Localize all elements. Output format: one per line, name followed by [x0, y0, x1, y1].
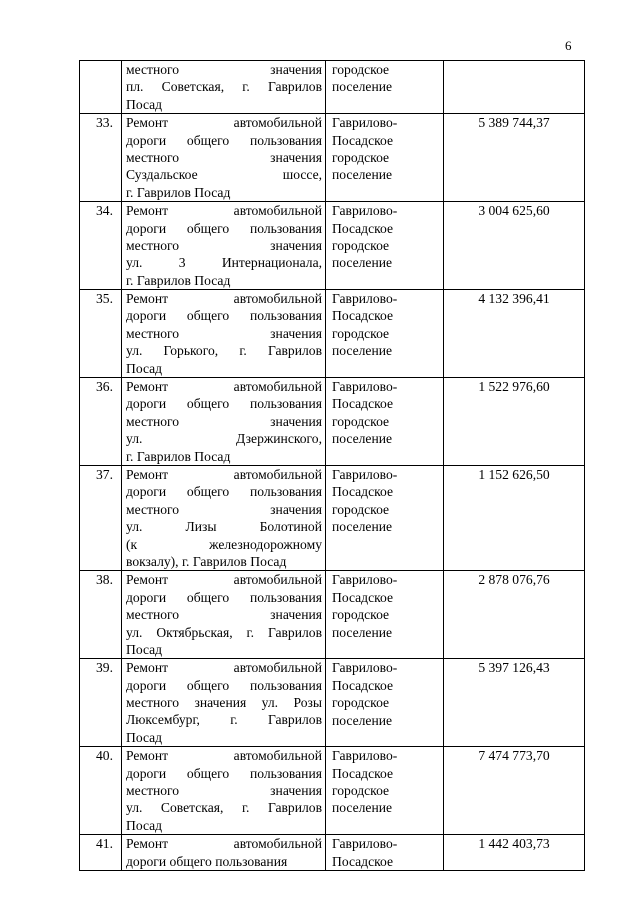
amount: 1 152 626,50 — [444, 465, 585, 570]
object-name-line: ул. Советская, г. Гаврилов — [126, 800, 322, 816]
object-name-line: Ремонт автомобильной — [126, 660, 322, 676]
amount: 3 004 625,60 — [444, 202, 585, 290]
municipality-line: поселение — [332, 343, 393, 359]
municipality-line: городское — [332, 695, 390, 711]
object-name — [122, 378, 326, 466]
table-row — [80, 114, 585, 202]
object-name-line: ул. Лизы Болотиной — [126, 519, 322, 535]
object-name-line: дороги общего пользования — [126, 853, 288, 869]
object-name-line: пл. Советская, г. Гаврилов — [126, 79, 322, 95]
table-row — [80, 659, 585, 747]
object-name-line: Посад — [126, 360, 163, 376]
object-name-line: местного значения ул. Розы — [126, 695, 322, 711]
object-name — [122, 114, 326, 202]
object-name-line: местного значения — [126, 237, 322, 253]
object-name-line: местного значения — [126, 325, 322, 341]
object-name-line: Посад — [126, 729, 163, 745]
amount: 4 132 396,41 — [444, 290, 585, 378]
municipality-line: городское — [332, 783, 390, 799]
municipality-line: Посадское — [332, 765, 394, 781]
row-number: 41. — [80, 835, 122, 871]
table-row — [80, 378, 585, 466]
municipality-line: Посадское — [332, 220, 394, 236]
object-name — [122, 202, 326, 290]
object-name-line: дороги общего пользования — [126, 396, 322, 412]
object-name-line: ул. Дзержинского, — [126, 431, 322, 447]
municipality — [326, 61, 444, 114]
municipality-line: городское — [332, 149, 390, 165]
municipality-line: Гаврилово- — [332, 748, 398, 764]
object-name-line: ул. Октябрьская, г. Гаврилов — [126, 624, 322, 640]
object-name-line: местного значения — [126, 783, 322, 799]
municipality-line: Гаврилово- — [332, 836, 398, 852]
object-name-line: Ремонт автомобильной — [126, 572, 322, 588]
object-name — [122, 659, 326, 747]
amount — [444, 61, 585, 114]
object-name-line: дороги общего пользования — [126, 765, 322, 781]
municipality — [326, 747, 444, 835]
amount: 5 389 744,37 — [444, 114, 585, 202]
object-name — [122, 465, 326, 570]
municipality — [326, 378, 444, 466]
object-name-line: Люксембург, г. Гаврилов — [126, 712, 322, 728]
object-name-line: местного значения — [126, 501, 322, 517]
municipality-line: городское — [332, 413, 390, 429]
object-name — [122, 290, 326, 378]
row-number: 39. — [80, 659, 122, 747]
object-name-line: (к железнодорожному — [126, 536, 322, 552]
amount: 7 474 773,70 — [444, 747, 585, 835]
road-repair-table — [79, 60, 585, 871]
municipality — [326, 835, 444, 871]
object-name-line: г. Гаврилов Посад — [126, 184, 231, 200]
object-name-line: местного значения — [126, 62, 322, 77]
object-name — [122, 571, 326, 659]
amount: 1 522 976,60 — [444, 378, 585, 466]
municipality — [326, 114, 444, 202]
municipality-line: поселение — [332, 255, 393, 271]
amount: 2 878 076,76 — [444, 571, 585, 659]
municipality-line: Посадское — [332, 308, 394, 324]
municipality-line: поселение — [332, 79, 393, 95]
object-name-line: Ремонт автомобильной — [126, 836, 322, 852]
municipality — [326, 202, 444, 290]
municipality-line: поселение — [332, 431, 393, 447]
municipality-line: Гаврилово- — [332, 203, 398, 219]
municipality-line: городское — [332, 501, 390, 517]
municipality-line: Гаврилово- — [332, 379, 398, 395]
municipality-line: городское — [332, 325, 390, 341]
municipality-line: Посадское — [332, 589, 394, 605]
municipality-line: Гаврилово- — [332, 115, 398, 131]
object-name-line: Посад — [126, 641, 163, 657]
municipality — [326, 290, 444, 378]
object-name-line: дороги общего пользования — [126, 132, 322, 148]
municipality — [326, 659, 444, 747]
municipality-line: поселение — [332, 167, 393, 183]
object-name-line: Ремонт автомобильной — [126, 291, 322, 307]
municipality-line: поселение — [332, 712, 393, 728]
object-name-line: Посад — [126, 96, 163, 112]
row-number: 36. — [80, 378, 122, 466]
object-name-line: дороги общего пользования — [126, 677, 322, 693]
object-name-line: местного значения — [126, 607, 322, 623]
row-number: 34. — [80, 202, 122, 290]
object-name-line: дороги общего пользования — [126, 589, 322, 605]
municipality-line: Гаврилово- — [332, 572, 398, 588]
object-name-line: Ремонт автомобильной — [126, 115, 322, 131]
page-number: 6 — [565, 38, 572, 53]
amount: 5 397 126,43 — [444, 659, 585, 747]
object-name-line: дороги общего пользования — [126, 308, 322, 324]
amount: 1 442 403,73 — [444, 835, 585, 871]
row-number: 37. — [80, 465, 122, 570]
table-row — [80, 465, 585, 570]
object-name-line: г. Гаврилов Посад — [126, 272, 231, 288]
municipality-line: Гаврилово- — [332, 291, 398, 307]
row-number: 33. — [80, 114, 122, 202]
object-name-line: Ремонт автомобильной — [126, 379, 322, 395]
object-name-line: Посад — [126, 817, 163, 833]
object-name-line: дороги общего пользования — [126, 220, 322, 236]
table-body — [80, 61, 585, 871]
municipality-line: Посадское — [332, 853, 394, 869]
object-name-line: ул. 3 Интернационала, — [126, 255, 322, 271]
municipality-line: Гаврилово- — [332, 660, 398, 676]
municipality-line: городское — [332, 62, 390, 77]
table-row — [80, 571, 585, 659]
object-name-line: Ремонт автомобильной — [126, 748, 322, 764]
row-number: 35. — [80, 290, 122, 378]
row-number: 40. — [80, 747, 122, 835]
municipality-line: Посадское — [332, 132, 394, 148]
object-name-line: г. Гаврилов Посад — [126, 448, 231, 464]
municipality-line: Гаврилово- — [332, 466, 398, 482]
object-name-line: Ремонт автомобильной — [126, 466, 322, 482]
object-name — [122, 835, 326, 871]
object-name-line: Суздальское шоссе, — [126, 167, 322, 183]
municipality-line: городское — [332, 237, 390, 253]
table-row — [80, 835, 585, 871]
table-row — [80, 290, 585, 378]
object-name-line: Ремонт автомобильной — [126, 203, 322, 219]
object-name-line: дороги общего пользования — [126, 484, 322, 500]
municipality-line: Посадское — [332, 677, 394, 693]
municipality — [326, 465, 444, 570]
object-name — [122, 747, 326, 835]
municipality-line: поселение — [332, 519, 393, 535]
municipality-line: Посадское — [332, 396, 394, 412]
table-row — [80, 61, 585, 114]
municipality-line: Посадское — [332, 484, 394, 500]
row-number: 38. — [80, 571, 122, 659]
object-name-line: местного значения — [126, 149, 322, 165]
municipality — [326, 571, 444, 659]
object-name — [122, 61, 326, 114]
table-row — [80, 747, 585, 835]
municipality-line: городское — [332, 607, 390, 623]
row-number — [80, 61, 122, 114]
municipality-line: поселение — [332, 624, 393, 640]
object-name-line: ул. Горького, г. Гаврилов — [126, 343, 322, 359]
municipality-line: поселение — [332, 800, 393, 816]
object-name-line: вокзалу), г. Гаврилов Посад — [126, 553, 287, 569]
table-row — [80, 202, 585, 290]
object-name-line: местного значения — [126, 413, 322, 429]
